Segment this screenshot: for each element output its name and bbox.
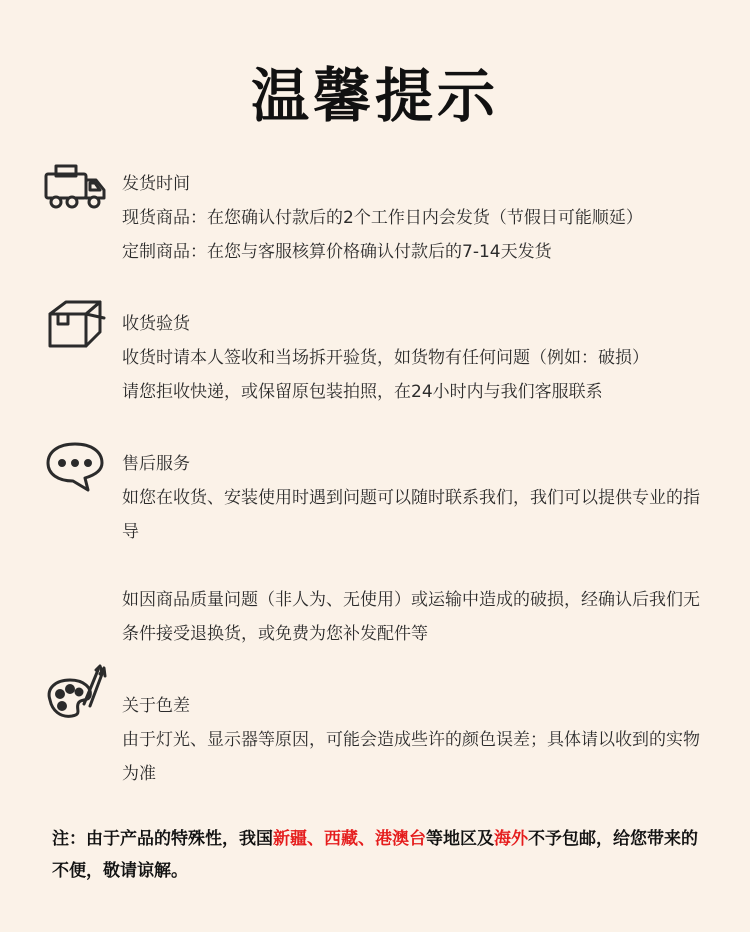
paint-palette-icon [42, 664, 108, 720]
text-paragraph: 如因商品质量问题（非人为、无使用）或运输中造成的破损，经确认后我们无条件接受退换货，或免费为您补发配件等 [122, 590, 700, 644]
note-text: 注：由于产品的特殊性，我国 [52, 829, 273, 849]
section-heading: 收货验货 [122, 314, 190, 334]
chat-bubble-icon [42, 438, 108, 494]
section-heading: 关于色差 [122, 696, 190, 716]
section-heading: 售后服务 [122, 454, 190, 474]
note-separator: 、 [307, 829, 324, 849]
shipping-note [52, 823, 708, 887]
note-region-hk-macau-taiwan: 港澳台 [375, 829, 426, 849]
text-line: 定制商品：在您与客服核算价格确认付款后的7-14天发货 [122, 242, 552, 262]
text-line: 收货时请本人签收和当场拆开验货，如货物有任何问题（例如：破损） [122, 348, 649, 368]
note-separator: 、 [358, 829, 375, 849]
section-heading: 发货时间 [122, 174, 190, 194]
text-line: 请您拒收快递，或保留原包装拍照，在24小时内与我们客服联系 [122, 382, 603, 402]
note-region-tibet: 西藏 [324, 829, 358, 849]
text-line: 现货商品：在您确认付款后的2个工作日内会发货（节假日可能顺延） [122, 208, 643, 228]
note-text: 不予包邮，给您带来的不便，敬请谅解。 [52, 829, 698, 881]
note-region-overseas: 海外 [494, 829, 528, 849]
note-region-xinjiang: 新疆 [273, 829, 307, 849]
note-text: 等地区及 [426, 829, 494, 849]
text-paragraph: 如您在收货、安装使用时遇到问题可以随时联系我们，我们可以提供专业的指导 [122, 488, 700, 542]
text-paragraph: 由于灯光、显示器等原因，可能会造成些许的颜色误差；具体请以收到的实物为准 [122, 730, 700, 784]
delivery-truck-icon [42, 160, 108, 216]
page-title: 温馨提示 [250, 62, 499, 130]
package-box-icon [42, 296, 108, 352]
